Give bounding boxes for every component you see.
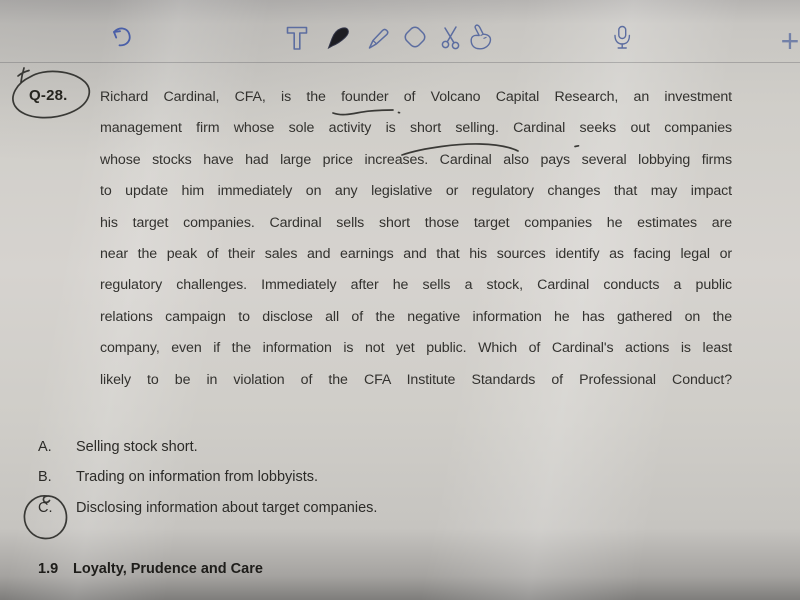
- question-line: to update him immediately on any legislative or regulatory changes that may impact: [100, 183, 732, 200]
- section-number: 1.9: [38, 561, 59, 577]
- question-line: regulatory challenges. Immediately after he sells a stock, Cardinal conducts a public: [100, 277, 732, 294]
- option-b-letter: B.: [38, 469, 52, 485]
- text-tool-icon[interactable]: [281, 21, 313, 55]
- pen-start-tick-ink: [18, 68, 29, 82]
- microphone-icon[interactable]: [606, 20, 638, 54]
- plus-glyph: +: [780, 23, 800, 59]
- question-line: his target companies. Cardinal sells short those target companies he estimates are: [100, 214, 732, 231]
- question-number: Q-28.: [29, 87, 68, 104]
- option-a-letter: A.: [38, 439, 52, 455]
- question-line: management firm whose sole activity is short selling. Cardinal seeks out companies: [100, 120, 732, 137]
- option-b-text: Trading on information from lobbyists.: [76, 469, 319, 485]
- question-line: company, even if the information is not yet public. Which of Cardinal's actions is least: [100, 340, 732, 357]
- pen-tool-icon[interactable]: [322, 20, 354, 54]
- scissors-tool-icon[interactable]: [435, 20, 467, 54]
- option-a-text: Selling stock short.: [76, 439, 198, 455]
- question-line: whose stocks have had large price increases. Cardinal also pays several lobbying firms: [100, 151, 732, 168]
- highlighter-tool-icon[interactable]: [362, 20, 394, 54]
- toolbar: [0, 0, 800, 63]
- question-line: relations campaign to disclose all of the negative information he has gathered on the: [100, 308, 732, 325]
- option-c-letter: C.: [38, 500, 53, 516]
- add-page-icon[interactable]: [774, 24, 800, 58]
- question-line: near the peak of their sales and earnings and that his sources identify as facing legal or: [100, 246, 732, 262]
- question-line: Richard Cardinal, CFA, is the founder of Volcano Capital Research, an investment: [100, 89, 732, 105]
- section-title: Loyalty, Prudence and Care: [73, 561, 263, 577]
- question-line: likely to be in violation of the CFA Institute Standards of Professional Conduct?: [100, 371, 732, 388]
- hand-tool-icon[interactable]: [464, 20, 496, 54]
- option-c-text: Disclosing information about target companies.: [76, 500, 378, 516]
- toolbar-divider: [0, 62, 800, 63]
- eraser-tool-icon[interactable]: [399, 20, 431, 54]
- undo-icon[interactable]: [104, 21, 136, 55]
